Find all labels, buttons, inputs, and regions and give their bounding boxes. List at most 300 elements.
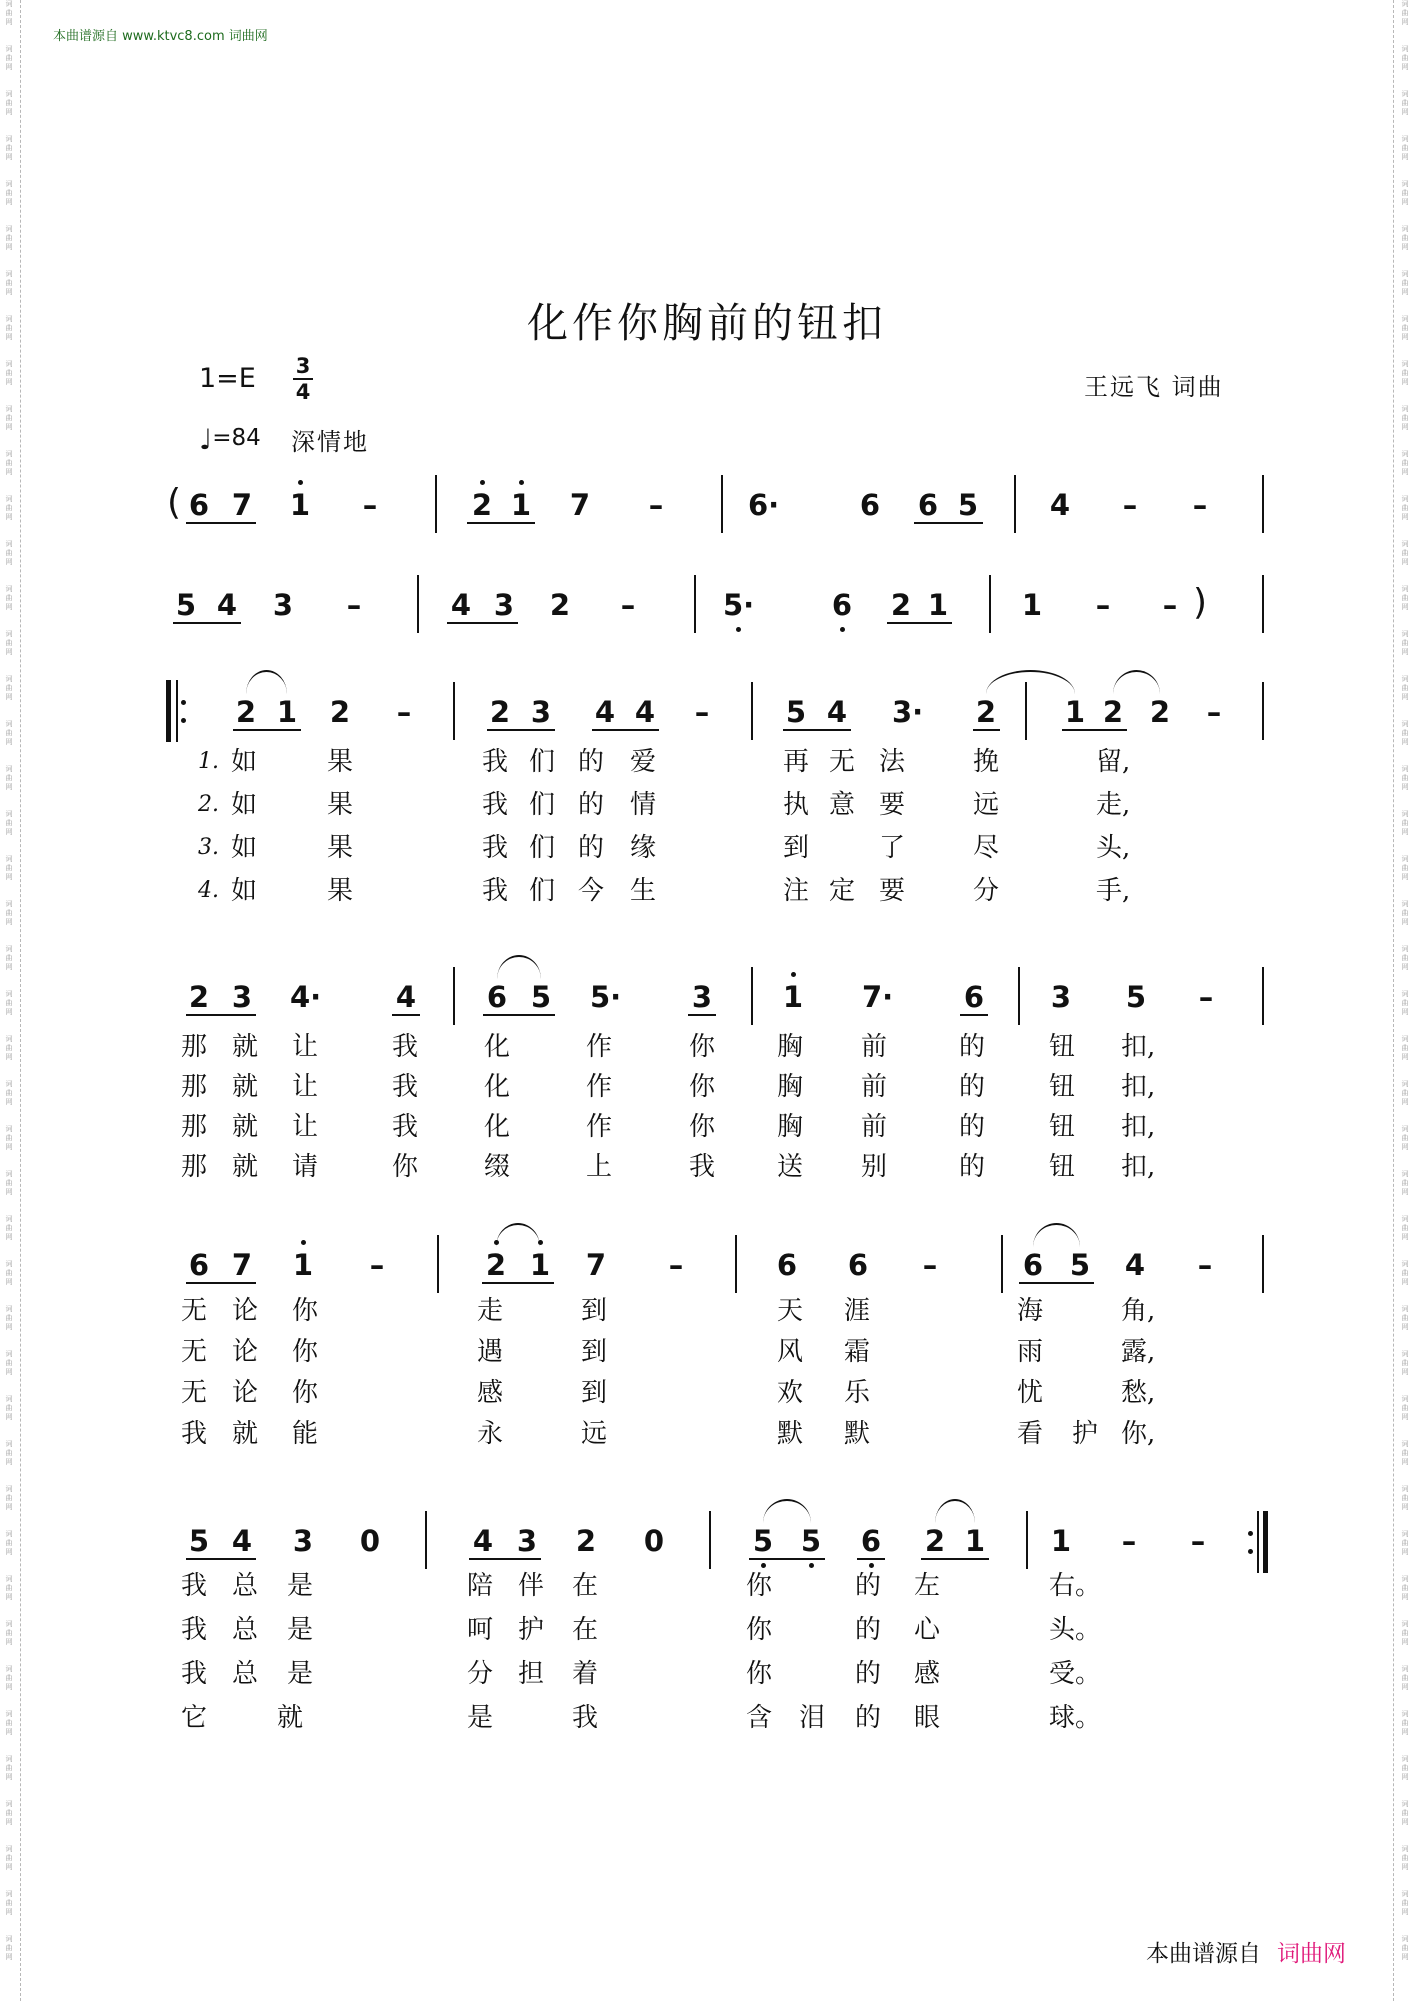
lyric-char: 远 — [972, 790, 999, 820]
barline — [751, 682, 753, 740]
score-dash: – — [648, 488, 664, 522]
score-note: 4 — [594, 695, 616, 729]
slur-tie — [1033, 1223, 1080, 1247]
lyric-char: 默 — [843, 1419, 870, 1449]
score-dash: – — [1122, 488, 1138, 522]
score-note: 3 — [530, 695, 552, 729]
low-octave-dot — [840, 627, 845, 632]
lyric-char: 再 — [782, 747, 809, 777]
lyric-char: 看 — [1016, 1419, 1043, 1449]
lyric-char: 要 — [878, 876, 905, 906]
lyric-char: 如 — [230, 790, 257, 820]
score-note: 5 — [188, 1524, 210, 1558]
lyric-char: 你 — [391, 1152, 418, 1182]
lyric-char: 们 — [528, 790, 555, 820]
lyric-char: 的 — [854, 1703, 881, 1733]
score-note: 2 — [489, 695, 511, 729]
lyric-char: 钮 — [1048, 1032, 1075, 1062]
tempo-marking — [199, 423, 261, 456]
lyric-char: 受。 — [1049, 1659, 1102, 1689]
lyric-char: 缀 — [483, 1152, 510, 1182]
lyric-char: 缘 — [629, 833, 656, 863]
lyric-char: 定 — [828, 876, 855, 906]
lyric-char: 的 — [854, 1659, 881, 1689]
lyric-char: 爱 — [629, 747, 656, 777]
score-note: 6 — [776, 1248, 798, 1282]
lyric-char: 我 — [688, 1152, 715, 1182]
slur-tie — [1113, 670, 1160, 694]
lyric-char: 法 — [878, 747, 905, 777]
lyric-char: 担 — [517, 1659, 544, 1689]
lyric-char: 留, — [1096, 747, 1131, 777]
lyric-char: 就 — [231, 1419, 258, 1449]
score-note: 6 — [188, 1248, 210, 1282]
eighth-underline — [186, 1282, 256, 1284]
lyric-char: 感 — [913, 1659, 940, 1689]
lyric-char: 眼 — [913, 1703, 940, 1733]
lyric-char: 请 — [291, 1152, 318, 1182]
eighth-underline — [447, 622, 518, 624]
eighth-underline — [186, 1558, 256, 1560]
score-note: 7 — [231, 1248, 253, 1282]
lyric-char: 果 — [326, 790, 353, 820]
score-note: 6 — [847, 1248, 869, 1282]
score-note: 6 — [860, 1524, 882, 1558]
score-dash: – — [369, 1248, 385, 1282]
barline — [1262, 682, 1264, 740]
barline — [1026, 1511, 1028, 1569]
score-note: 2 — [471, 488, 493, 522]
lyric-char: 忧 — [1016, 1378, 1043, 1408]
score-note: 2 — [235, 695, 257, 729]
lyric-char: 的 — [958, 1072, 985, 1102]
eighth-underline — [483, 1014, 555, 1016]
lyric-char: 涯 — [843, 1296, 870, 1326]
lyric-char: 你 — [745, 1659, 772, 1689]
score-note: 2 — [575, 1524, 597, 1558]
close-paren: ) — [1193, 582, 1208, 623]
lyric-char: 送 — [776, 1152, 803, 1182]
lyric-char: 果 — [326, 876, 353, 906]
score-note: 4 — [216, 588, 238, 622]
lyric-char: 我 — [180, 1571, 207, 1601]
barline — [437, 1235, 439, 1293]
repeat-dot — [1248, 1549, 1253, 1554]
score-note: 4 — [472, 1524, 494, 1558]
low-octave-dot — [809, 1563, 814, 1568]
eighth-underline — [749, 1558, 825, 1560]
score-note: 1 — [529, 1248, 551, 1282]
score-dash: – — [396, 695, 412, 729]
lyric-char: 我 — [180, 1615, 207, 1645]
lyric-char: 前 — [860, 1112, 887, 1142]
verse-number: 2. — [198, 792, 219, 817]
score-note: 6 — [188, 488, 210, 522]
score-note: 2 — [1102, 695, 1124, 729]
lyric-char: 是 — [286, 1615, 313, 1645]
lyric-char: 头, — [1096, 833, 1131, 863]
eighth-underline — [186, 522, 256, 524]
verse-number: 1. — [198, 749, 219, 774]
lyric-char: 欢 — [776, 1378, 803, 1408]
slur-tie — [986, 670, 1075, 694]
lyric-char: 到 — [580, 1296, 607, 1326]
eighth-underline — [392, 1014, 420, 1016]
barline — [1262, 575, 1264, 633]
repeat-dot — [181, 718, 186, 723]
slur-tie — [496, 1223, 540, 1247]
slur-tie — [497, 955, 541, 979]
lyric-char: 上 — [585, 1152, 612, 1182]
low-octave-dot — [869, 1563, 874, 1568]
lyric-char: 如 — [230, 833, 257, 863]
score-note: 7 — [231, 488, 253, 522]
lyric-char: 的 — [577, 790, 604, 820]
lyric-char: 天 — [776, 1296, 803, 1326]
score-note: 5 — [800, 1524, 822, 1558]
eighth-underline — [482, 1282, 554, 1284]
lyric-char: 你, — [1121, 1419, 1156, 1449]
eighth-underline — [469, 1558, 541, 1560]
lyric-char: 前 — [860, 1032, 887, 1062]
score-note: 3 — [272, 588, 294, 622]
quarter-note-icon: ♩ — [199, 423, 213, 456]
score-note: 2 — [975, 695, 997, 729]
lyric-char: 走, — [1096, 790, 1131, 820]
lyric-char: 我 — [391, 1112, 418, 1142]
expression-marking: 深情地 — [291, 428, 369, 456]
score-note: 7 — [585, 1248, 607, 1282]
lyric-char: 作 — [585, 1112, 612, 1142]
lyric-char: 总 — [231, 1615, 258, 1645]
score-note: 5 — [530, 980, 552, 1014]
lyric-char: 你 — [688, 1112, 715, 1142]
score-dash: – — [620, 588, 636, 622]
lyric-char: 钮 — [1048, 1112, 1075, 1142]
lyric-char: 你 — [688, 1072, 715, 1102]
eighth-underline — [1019, 1282, 1094, 1284]
barline — [1262, 967, 1264, 1025]
lyric-char: 角, — [1121, 1296, 1156, 1326]
eighth-underline — [688, 1014, 716, 1016]
score-note: 6 — [963, 980, 985, 1014]
eighth-underline — [887, 622, 952, 624]
lyric-char: 果 — [326, 833, 353, 863]
lyric-char: 我 — [481, 790, 508, 820]
lyric-char: 论 — [231, 1337, 258, 1367]
score-note: 4· — [290, 980, 322, 1014]
score-note: 2 — [1149, 695, 1171, 729]
lyric-char: 遇 — [476, 1337, 503, 1367]
lyric-char: 作 — [585, 1032, 612, 1062]
eighth-underline — [960, 1014, 988, 1016]
lyric-char: 总 — [231, 1659, 258, 1689]
lyric-char: 那 — [180, 1112, 207, 1142]
lyric-char: 我 — [481, 833, 508, 863]
lyric-char: 永 — [476, 1419, 503, 1449]
lyric-char: 化 — [483, 1032, 510, 1062]
barline — [1014, 475, 1016, 533]
lyric-char: 的 — [854, 1571, 881, 1601]
lyric-char: 它 — [180, 1703, 207, 1733]
lyric-char: 那 — [180, 1032, 207, 1062]
lyric-char: 了 — [878, 833, 905, 863]
lyric-char: 的 — [958, 1152, 985, 1182]
score-note: 5 — [175, 588, 197, 622]
lyric-char: 分 — [466, 1659, 493, 1689]
lyric-char: 走 — [476, 1296, 503, 1326]
lyric-char: 就 — [231, 1112, 258, 1142]
repeat-start-thick — [166, 680, 171, 742]
lyric-char: 就 — [231, 1032, 258, 1062]
lyric-char: 海 — [1016, 1296, 1043, 1326]
lyric-char: 我 — [391, 1032, 418, 1062]
score-note: 1 — [964, 1524, 986, 1558]
lyric-char: 护 — [517, 1615, 544, 1645]
lyric-char: 到 — [580, 1378, 607, 1408]
footer-brand: 词曲网 — [1277, 1941, 1346, 1967]
high-octave-dot — [519, 480, 524, 485]
high-octave-dot — [480, 480, 485, 485]
lyric-char: 让 — [291, 1072, 318, 1102]
score-note: 1 — [289, 488, 311, 522]
lyric-char: 别 — [860, 1152, 887, 1182]
lyric-char: 手, — [1096, 876, 1131, 906]
lyric-char: 胸 — [776, 1032, 803, 1062]
repeat-dot — [181, 700, 186, 705]
score-note: 0 — [643, 1524, 665, 1558]
lyric-char: 扣, — [1121, 1112, 1156, 1142]
lyric-char: 左 — [913, 1571, 940, 1601]
lyric-char: 情 — [629, 790, 656, 820]
lyric-char: 露, — [1121, 1337, 1156, 1367]
lyric-char: 泪 — [798, 1703, 825, 1733]
lyric-char: 就 — [231, 1152, 258, 1182]
score-note: 6 — [1022, 1248, 1044, 1282]
lyric-char: 的 — [577, 747, 604, 777]
score-note: 4 — [1049, 488, 1071, 522]
score-note: 7· — [862, 980, 894, 1014]
score-note: 5 — [1125, 980, 1147, 1014]
lyric-char: 化 — [483, 1072, 510, 1102]
lyric-char: 注 — [782, 876, 809, 906]
lyric-char: 护 — [1071, 1419, 1098, 1449]
source-header: 本曲谱源自 www.ktvc8.com 词曲网 — [53, 29, 268, 44]
repeat-start-thin — [176, 680, 178, 742]
lyric-char: 着 — [571, 1659, 598, 1689]
score-note: 2 — [549, 588, 571, 622]
lyric-char: 你 — [745, 1615, 772, 1645]
lyric-char: 钮 — [1048, 1152, 1075, 1182]
lyric-char: 右。 — [1049, 1571, 1102, 1601]
slur-tie — [246, 670, 287, 694]
slur-tie — [935, 1499, 975, 1523]
repeat-end-thick — [1263, 1511, 1268, 1573]
score-dash: – — [1162, 588, 1178, 622]
lyric-char: 陪 — [466, 1571, 493, 1601]
lyric-char: 前 — [860, 1072, 887, 1102]
score-note: 1 — [927, 588, 949, 622]
eighth-underline — [173, 622, 241, 624]
lyric-char: 如 — [230, 747, 257, 777]
lyric-char: 今 — [577, 876, 604, 906]
lyric-char: 无 — [180, 1337, 207, 1367]
lyric-char: 愁, — [1121, 1378, 1156, 1408]
lyric-char: 扣, — [1121, 1152, 1156, 1182]
eighth-underline — [186, 1014, 256, 1016]
score-dash: – — [1121, 1524, 1137, 1558]
lyric-char: 的 — [854, 1615, 881, 1645]
lyric-char: 到 — [782, 833, 809, 863]
eighth-underline — [973, 729, 1000, 731]
lyric-char: 远 — [580, 1419, 607, 1449]
eighth-underline — [487, 729, 555, 731]
score-note: 4 — [231, 1524, 253, 1558]
barline — [1262, 475, 1264, 533]
lyric-char: 胸 — [776, 1072, 803, 1102]
barline — [425, 1511, 427, 1569]
score-dash: – — [694, 695, 710, 729]
score-note: 4 — [1124, 1248, 1146, 1282]
score-note: 3 — [493, 588, 515, 622]
score-dash: – — [922, 1248, 938, 1282]
score-note: 3· — [892, 695, 924, 729]
score-note: 2 — [924, 1524, 946, 1558]
lyric-char: 我 — [481, 876, 508, 906]
lyric-char: 感 — [476, 1378, 503, 1408]
lyric-char: 含 — [745, 1703, 772, 1733]
score-note: 5· — [723, 588, 755, 622]
lyric-char: 让 — [291, 1032, 318, 1062]
lyric-char: 是 — [466, 1703, 493, 1733]
eighth-underline — [233, 729, 301, 731]
eighth-underline — [857, 1558, 885, 1560]
lyric-char: 我 — [180, 1419, 207, 1449]
lyric-char: 总 — [231, 1571, 258, 1601]
right-edge-watermark: 词 曲 网 词 曲 网 词 曲 网 词 曲 网 词 曲 网 词 曲 网 词 曲 网 词 曲 网 词 曲 网 词 曲 网 词 曲 网 词 曲 网 词 曲 网 词 曲 网 词 曲 网 词 曲 网 词 曲 网 词 曲 网 词 曲 网 词 曲 网 词 曲 网 词 曲 网 词 曲 网 词 曲 网 词 曲 网 词 曲 网 词 曲 网 词 曲 网 词 曲 网 词 曲 网 词 曲 网 词 曲 网 词 曲 网 词 曲 网 词 曲 网 词 曲 网 词 曲 网 词 曲 网 词 曲 网 词 曲 网 词 曲 网 词 曲 网 词 曲 网 词 曲 网 — [1401, 0, 1409, 1961]
score-note: 2 — [890, 588, 912, 622]
lyric-char: 挽 — [972, 747, 999, 777]
time-denominator: 4 — [295, 380, 311, 404]
lyric-char: 们 — [528, 747, 555, 777]
lyric-char: 你 — [291, 1337, 318, 1367]
key-signature: 1=E — [199, 363, 256, 394]
score-note: 1 — [276, 695, 298, 729]
lyric-char: 要 — [878, 790, 905, 820]
high-octave-dot — [791, 972, 796, 977]
low-octave-dot — [736, 627, 741, 632]
eighth-underline — [592, 729, 659, 731]
score-dash: – — [1192, 488, 1208, 522]
score-note: 7 — [569, 488, 591, 522]
lyric-char: 呵 — [466, 1615, 493, 1645]
lyric-char: 就 — [276, 1703, 303, 1733]
lyric-char: 你 — [291, 1296, 318, 1326]
score-note: 1 — [292, 1248, 314, 1282]
lyric-char: 那 — [180, 1152, 207, 1182]
score-note: 4 — [450, 588, 472, 622]
score-dash: – — [1197, 1248, 1213, 1282]
lyric-char: 默 — [776, 1419, 803, 1449]
barline — [709, 1511, 711, 1569]
tempo-value: =84 — [212, 425, 261, 451]
lyric-char: 论 — [231, 1296, 258, 1326]
lyric-char: 霜 — [843, 1337, 870, 1367]
lyric-char: 我 — [481, 747, 508, 777]
lyric-char: 能 — [291, 1419, 318, 1449]
lyric-char: 的 — [577, 833, 604, 863]
score-dash: – — [1190, 1524, 1206, 1558]
score-note: 3 — [691, 980, 713, 1014]
score-note: 4 — [826, 695, 848, 729]
lyric-char: 你 — [688, 1032, 715, 1062]
repeat-dot — [1248, 1531, 1253, 1536]
lyric-char: 风 — [776, 1337, 803, 1367]
lyric-char: 作 — [585, 1072, 612, 1102]
score-note: 4 — [395, 980, 417, 1014]
lyric-char: 分 — [972, 876, 999, 906]
score-note: 3 — [1050, 980, 1072, 1014]
score-note: 2 — [329, 695, 351, 729]
eighth-underline — [1062, 729, 1127, 731]
barline — [694, 575, 696, 633]
high-octave-dot — [298, 480, 303, 485]
barline — [1018, 967, 1020, 1025]
score-note: 5 — [785, 695, 807, 729]
score-dash: – — [346, 588, 362, 622]
repeat-end-thin — [1257, 1511, 1259, 1573]
score-note: 1 — [782, 980, 804, 1014]
score-note: 3 — [516, 1524, 538, 1558]
score-dash: – — [1095, 588, 1111, 622]
lyric-char: 果 — [326, 747, 353, 777]
lyric-char: 我 — [391, 1072, 418, 1102]
lyric-char: 头。 — [1049, 1615, 1102, 1645]
score-note: 5· — [590, 980, 622, 1014]
lyric-char: 无 — [180, 1296, 207, 1326]
lyric-char: 们 — [528, 833, 555, 863]
lyric-char: 如 — [230, 876, 257, 906]
left-edge-watermark: 词 曲 网 词 曲 网 词 曲 网 词 曲 网 词 曲 网 词 曲 网 词 曲 网 词 曲 网 词 曲 网 词 曲 网 词 曲 网 词 曲 网 词 曲 网 词 曲 网 词 曲 网 词 曲 网 词 曲 网 词 曲 网 词 曲 网 词 曲 网 词 曲 网 词 曲 网 词 曲 网 词 曲 网 词 曲 网 词 曲 网 词 曲 网 词 曲 网 词 曲 网 词 曲 网 词 曲 网 词 曲 网 词 曲 网 词 曲 网 词 曲 网 词 曲 网 词 曲 网 词 曲 网 词 曲 网 词 曲 网 词 曲 网 词 曲 网 词 曲 网 词 曲 网 — [5, 0, 13, 1961]
lyric-char: 让 — [291, 1112, 318, 1142]
score-note: 1 — [1050, 1524, 1072, 1558]
lyric-char: 球。 — [1049, 1703, 1102, 1733]
score-note: 5 — [957, 488, 979, 522]
barline — [735, 1235, 737, 1293]
barline — [721, 475, 723, 533]
lyric-char: 到 — [580, 1337, 607, 1367]
eighth-underline — [921, 1558, 989, 1560]
lyric-char: 的 — [958, 1112, 985, 1142]
barline — [417, 575, 419, 633]
score-note: 6 — [859, 488, 881, 522]
score-note: 6· — [748, 488, 780, 522]
song-title: 化作你胸前的钮扣 — [527, 299, 887, 347]
score-note: 3 — [231, 980, 253, 1014]
verse-number: 3. — [198, 835, 219, 860]
lyric-char: 扣, — [1121, 1032, 1156, 1062]
lyric-char: 伴 — [517, 1571, 544, 1601]
score-note: 2 — [188, 980, 210, 1014]
barline — [453, 682, 455, 740]
verse-number: 4. — [198, 878, 219, 903]
time-numerator: 3 — [295, 354, 311, 378]
barline — [435, 475, 437, 533]
low-octave-dot — [761, 1563, 766, 1568]
lyric-char: 你 — [291, 1378, 318, 1408]
barline — [1262, 1235, 1264, 1293]
footer-label: 本曲谱源自 — [1146, 1941, 1261, 1967]
